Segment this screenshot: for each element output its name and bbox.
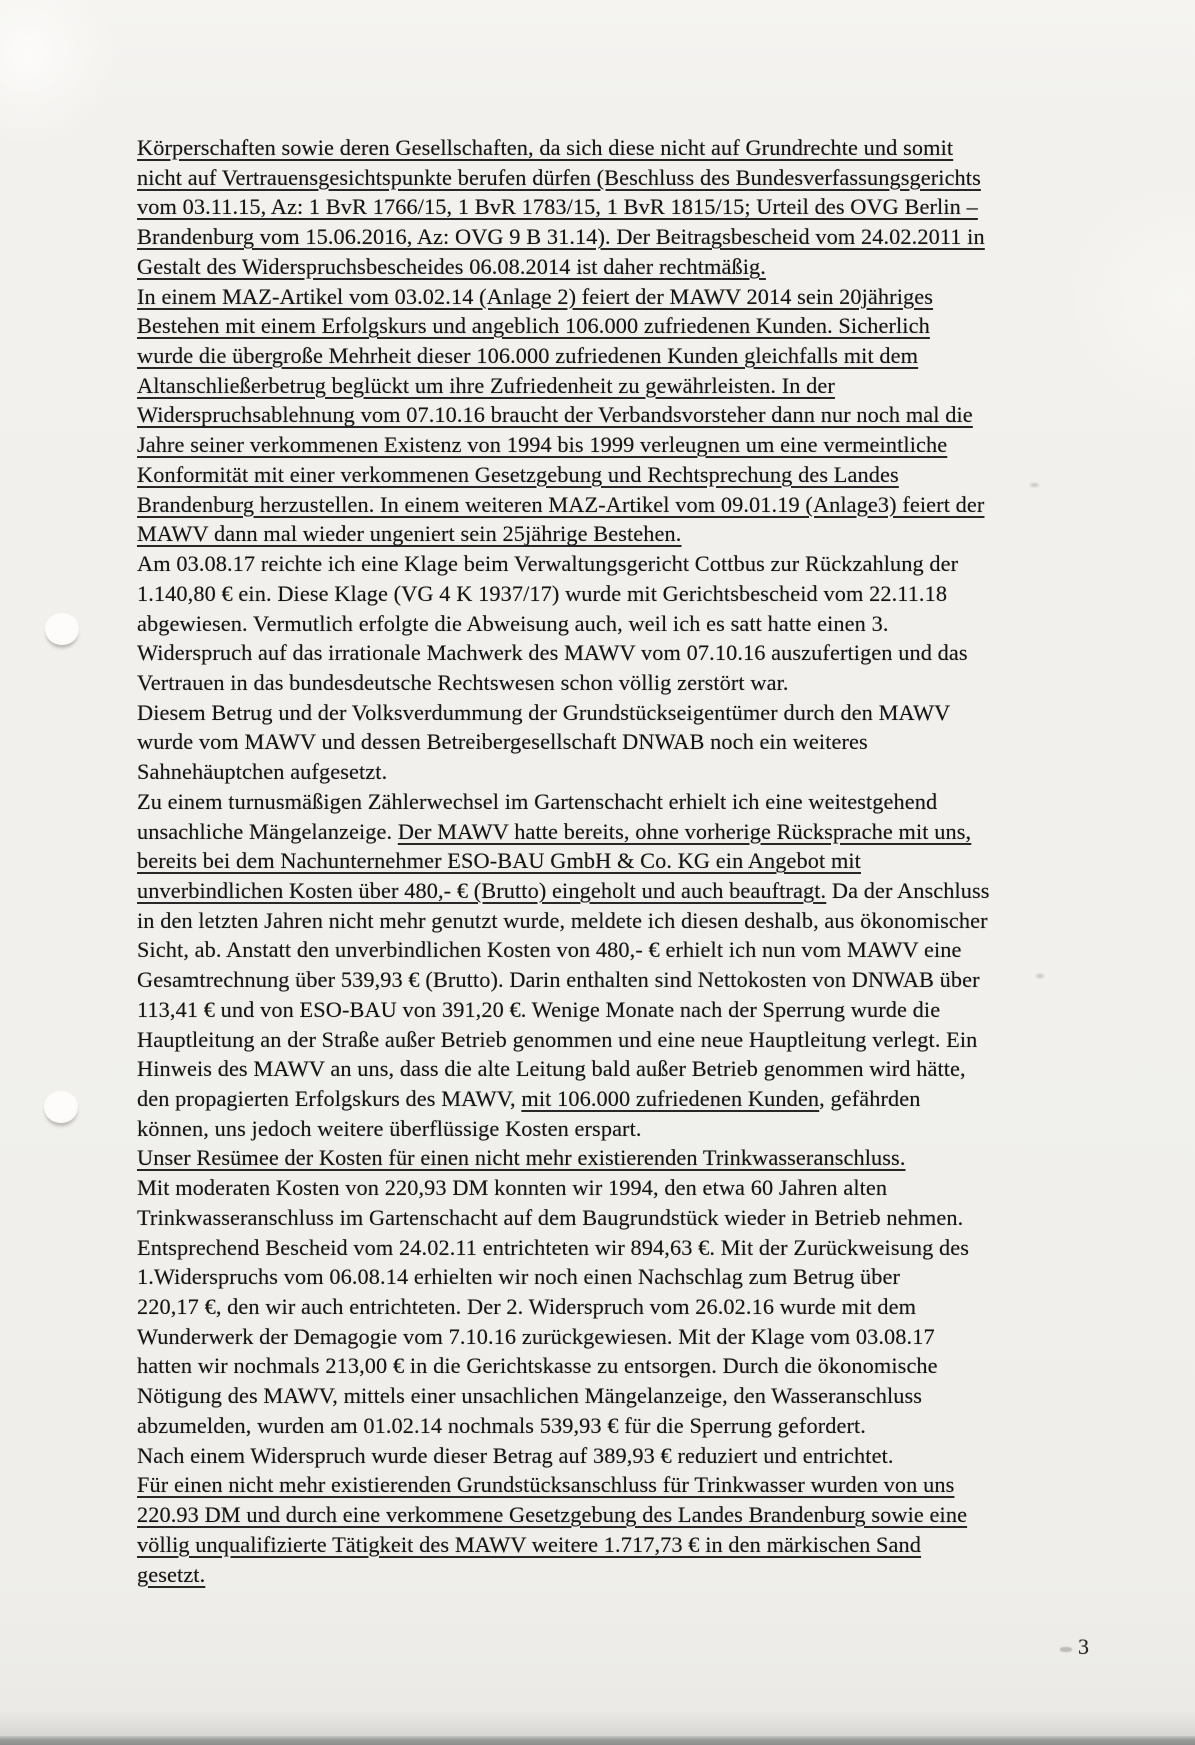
text-segment: Wunderwerk der Demagogie vom 7.10.16 zurückgewiesen. Mit der Klage vom 03.08.17: [137, 1323, 935, 1349]
scan-smudge: [1060, 1647, 1072, 1652]
text-segment: Nötigung des MAWV, mittels einer unsachlichen Mängelanzeige, den Wasseranschluss: [137, 1383, 923, 1409]
text-segment: Gesamtrechnung über 539,93 € (Brutto). Darin enthalten sind Nettokosten von DNWAB über: [137, 967, 980, 993]
text-line: [137, 519, 1009, 549]
text-line: [137, 668, 1009, 698]
text-segment: hatten wir nochmals 213,00 € in die Gerichtskasse zu entsorgen. Durch die ökonomische: [137, 1353, 938, 1379]
text-line: [137, 638, 1009, 668]
underlined-text: Gestalt des Widerspruchsbescheides 06.08.2014 ist daher rechtmäßig.: [137, 253, 766, 279]
text-segment: 1.Widerspruchs vom 06.08.14 erhielten wir noch einen Nachschlag zum Betrug über: [137, 1264, 901, 1290]
text-segment: Hauptleitung an der Straße außer Betrieb genommen und eine neue Hauptleitung verlegt. Ein: [137, 1026, 978, 1052]
underlined-text: Widerspruchsablehnung vom 07.10.16 braucht der Verbandsvorsteher dann nur noch mal die: [137, 402, 973, 428]
text-segment: Vertrauen in das bundesdeutsche Rechtswesen schon völlig zerstört war.: [137, 669, 789, 695]
text-line: [137, 1084, 1009, 1114]
text-segment: Da der Anschluss: [826, 877, 990, 903]
text-line: [137, 965, 1009, 995]
text-line: [137, 995, 1009, 1025]
underlined-text: wurde die übergroße Mehrheit dieser 106.000 zufriedenen Kunden gleichfalls mit dem: [137, 343, 919, 369]
scanner-edge-shadow: [0, 1736, 1195, 1745]
text-line: [137, 1470, 1009, 1500]
underlined-text: Brandenburg vom 15.06.2016, Az: OVG 9 B 31.14). Der Beitragsbescheid vom 24.02.2011 in: [137, 224, 985, 250]
text-line: [137, 1233, 1009, 1263]
text-line: [137, 1025, 1009, 1055]
text-line: [137, 311, 1009, 341]
underlined-text: mit 106.000 zufriedenen Kunden: [521, 1086, 820, 1111]
underlined-text: vom 03.11.15, Az: 1 BvR 1766/15, 1 BvR 1783/15, 1 BvR 1815/15; Urteil des OVG Berlin –: [137, 194, 978, 220]
text-line: [137, 252, 1009, 282]
text-segment: Diesem Betrug und der Volksverdummung der Grundstückseigentümer durch den MAWV: [137, 699, 951, 725]
text-segment: Sahnehäuptchen aufgesetzt.: [137, 759, 388, 785]
text-line: [137, 846, 1009, 876]
punch-hole-bottom: [44, 1091, 78, 1123]
text-line: [137, 1530, 1009, 1560]
text-line: [137, 1351, 1009, 1381]
text-segment: Trinkwasseranschluss im Gartenschacht auf dem Baugrundstück wieder in Betrieb nehmen.: [137, 1204, 964, 1230]
text-segment: Hinweis des MAWV an uns, dass die alte Leitung bald außer Betrieb genommen wird hätte,: [137, 1056, 966, 1082]
text-segment: Widerspruch auf das irrationale Machwerk des MAWV vom 07.10.16 auszufertigen und das: [137, 640, 968, 666]
underlined-text: bereits bei dem Nachunternehmer ESO-BAU GmbH & Co. KG ein Angebot mit: [137, 848, 861, 874]
text-line: [137, 817, 1009, 847]
text-segment: 113,41 € und von ESO-BAU von 391,20 €. Wenige Monate nach der Sperrung wurde die: [137, 996, 941, 1022]
text-line: [137, 1560, 1009, 1590]
text-line: [137, 906, 1009, 936]
text-line: [137, 1114, 1009, 1144]
text-segment: Am 03.08.17 reichte ich eine Klage beim Verwaltungsgericht Cottbus zur Rückzahlung der: [137, 551, 959, 577]
underlined-text: Brandenburg herzustellen. In einem weiteren MAZ-Artikel vom 09.01.19 (Anlage3) feiert der: [137, 491, 985, 517]
page-number: 3: [1078, 1634, 1089, 1659]
text-segment: Sicht, ab. Anstatt den unverbindlichen Kosten von 480,- € erhielt ich nun vom MAWV eine: [137, 937, 962, 963]
underlined-text: Altanschließerbetrug beglückt um ihre Zufriedenheit zu gewährleisten. In der: [137, 372, 835, 398]
text-line: [137, 609, 1009, 639]
scanner-edge-fade: [0, 1710, 1195, 1736]
scan-speck: [1030, 483, 1039, 487]
text-segment: können, uns jedoch weitere überflüssige Kosten erspart.: [137, 1115, 642, 1141]
text-segment: abzumelden, wurden am 01.02.14 nochmals 539,93 € für die Sperrung gefordert.: [137, 1412, 866, 1438]
underlined-text: Für einen nicht mehr existierenden Grundstücksanschluss für Trinkwasser wurden von uns: [137, 1472, 955, 1498]
text-line: [137, 935, 1009, 965]
text-line: [137, 1054, 1009, 1084]
text-line: [137, 1173, 1009, 1203]
text-segment: in den letzten Jahren nicht mehr genutzt wurde, meldete ich diesen deshalb, aus ökonomischer: [137, 907, 988, 933]
underlined-text: 220.93 DM und durch eine verkommene Gesetzgebung des Landes Brandenburg sowie eine: [137, 1502, 968, 1528]
text-segment: 220,17 €, den wir auch entrichteten. Der 2. Widerspruch vom 26.02.16 wurde mit dem: [137, 1294, 917, 1320]
underlined-text: völlig unqualifizierte Tätigkeit des MAWV weitere 1.717,73 € in den märkischen Sand: [137, 1531, 922, 1557]
text-line: [137, 192, 1009, 222]
underlined-text: Unser Resümee der Kosten für einen nicht mehr existierenden Trinkwasseranschluss.: [137, 1145, 906, 1171]
text-segment: unsachliche Mängelanzeige.: [137, 818, 398, 844]
text-line: [137, 1500, 1009, 1530]
text-line: [137, 1411, 1009, 1441]
scan-speck: [1036, 974, 1044, 978]
punch-hole-top: [45, 613, 79, 645]
text-segment: Entsprechend Bescheid vom 24.02.11 entrichteten wir 894,63 €. Mit der Zurückweisung des: [137, 1234, 970, 1260]
text-line: [137, 698, 1009, 728]
text-line: [137, 579, 1009, 609]
text-segment: den propagierten Erfolgskurs des MAWV,: [137, 1086, 522, 1111]
text-segment: wurde vom MAWV und dessen Betreibergesellschaft DNWAB noch ein weiteres: [137, 729, 868, 755]
underlined-text: Körperschaften sowie deren Gesellschaften, da sich diese nicht auf Grundrechte und somit: [137, 135, 954, 160]
text-segment: Nach einem Widerspruch wurde dieser Betrag auf 389,93 € reduziert und entrichtet.: [137, 1442, 894, 1468]
text-segment: Zu einem turnusmäßigen Zählerwechsel im Gartenschacht erhielt ich eine weitestgehend: [137, 788, 938, 814]
underlined-text: Konformität mit einer verkommenen Gesetzgebung und Rechtsprechung des Landes: [137, 461, 899, 487]
text-line: [137, 757, 1009, 787]
text-line: [137, 787, 1009, 817]
text-line: [137, 430, 1009, 460]
text-line: [137, 490, 1009, 520]
text-line: [137, 1441, 1009, 1471]
text-line: [137, 876, 1009, 906]
underlined-text: unverbindlichen Kosten über 480,- € (Brutto) eingeholt und auch beauftragt.: [137, 877, 827, 903]
underlined-text: MAWV dann mal wieder ungeniert sein 25jährige Bestehen.: [137, 521, 682, 547]
text-line: [137, 1292, 1009, 1322]
text-line: [137, 1322, 1009, 1352]
text-line: [137, 1203, 1009, 1233]
text-line: [137, 1143, 1009, 1173]
text-line: [137, 1262, 1009, 1292]
text-line: [137, 222, 1009, 252]
underlined-text: Bestehen mit einem Erfolgskurs und angeblich 106.000 zufriedenen Kunden. Sicherlich: [137, 313, 930, 339]
text-line: [137, 727, 1009, 757]
text-segment: , gefährden: [819, 1086, 921, 1111]
document-text: [137, 133, 1009, 1589]
text-line: [137, 400, 1009, 430]
text-segment: Mit moderaten Kosten von 220,93 DM konnten wir 1994, den etwa 60 Jahren alten: [137, 1175, 888, 1201]
text-line: [137, 460, 1009, 490]
text-segment: abgewiesen. Vermutlich erfolgte die Abweisung auch, weil ich es satt hatte einen 3.: [137, 610, 889, 636]
text-line: [137, 163, 1009, 193]
text-line: [137, 282, 1009, 312]
underlined-text: In einem MAZ-Artikel vom 03.02.14 (Anlage 2) feiert der MAWV 2014 sein 20jähriges: [137, 283, 934, 309]
text-line: [137, 371, 1009, 401]
underlined-text: Jahre seiner verkommenen Existenz von 1994 bis 1999 verleugnen um eine vermeintliche: [137, 432, 948, 458]
text-line: [137, 133, 1009, 163]
underlined-text: gesetzt.: [137, 1561, 206, 1587]
underlined-text: Der MAWV hatte bereits, ohne vorherige Rücksprache mit uns,: [397, 818, 972, 844]
text-line: [137, 341, 1009, 371]
text-line: [137, 549, 1009, 579]
underlined-text: nicht auf Vertrauensgesichtspunkte berufen dürfen (Beschluss des Bundesverfassungsgerichts: [137, 164, 981, 190]
text-segment: 1.140,80 € ein. Diese Klage (VG 4 K 1937/17) wurde mit Gerichtsbescheid vom 22.11.18: [137, 580, 948, 606]
text-line: [137, 1381, 1009, 1411]
